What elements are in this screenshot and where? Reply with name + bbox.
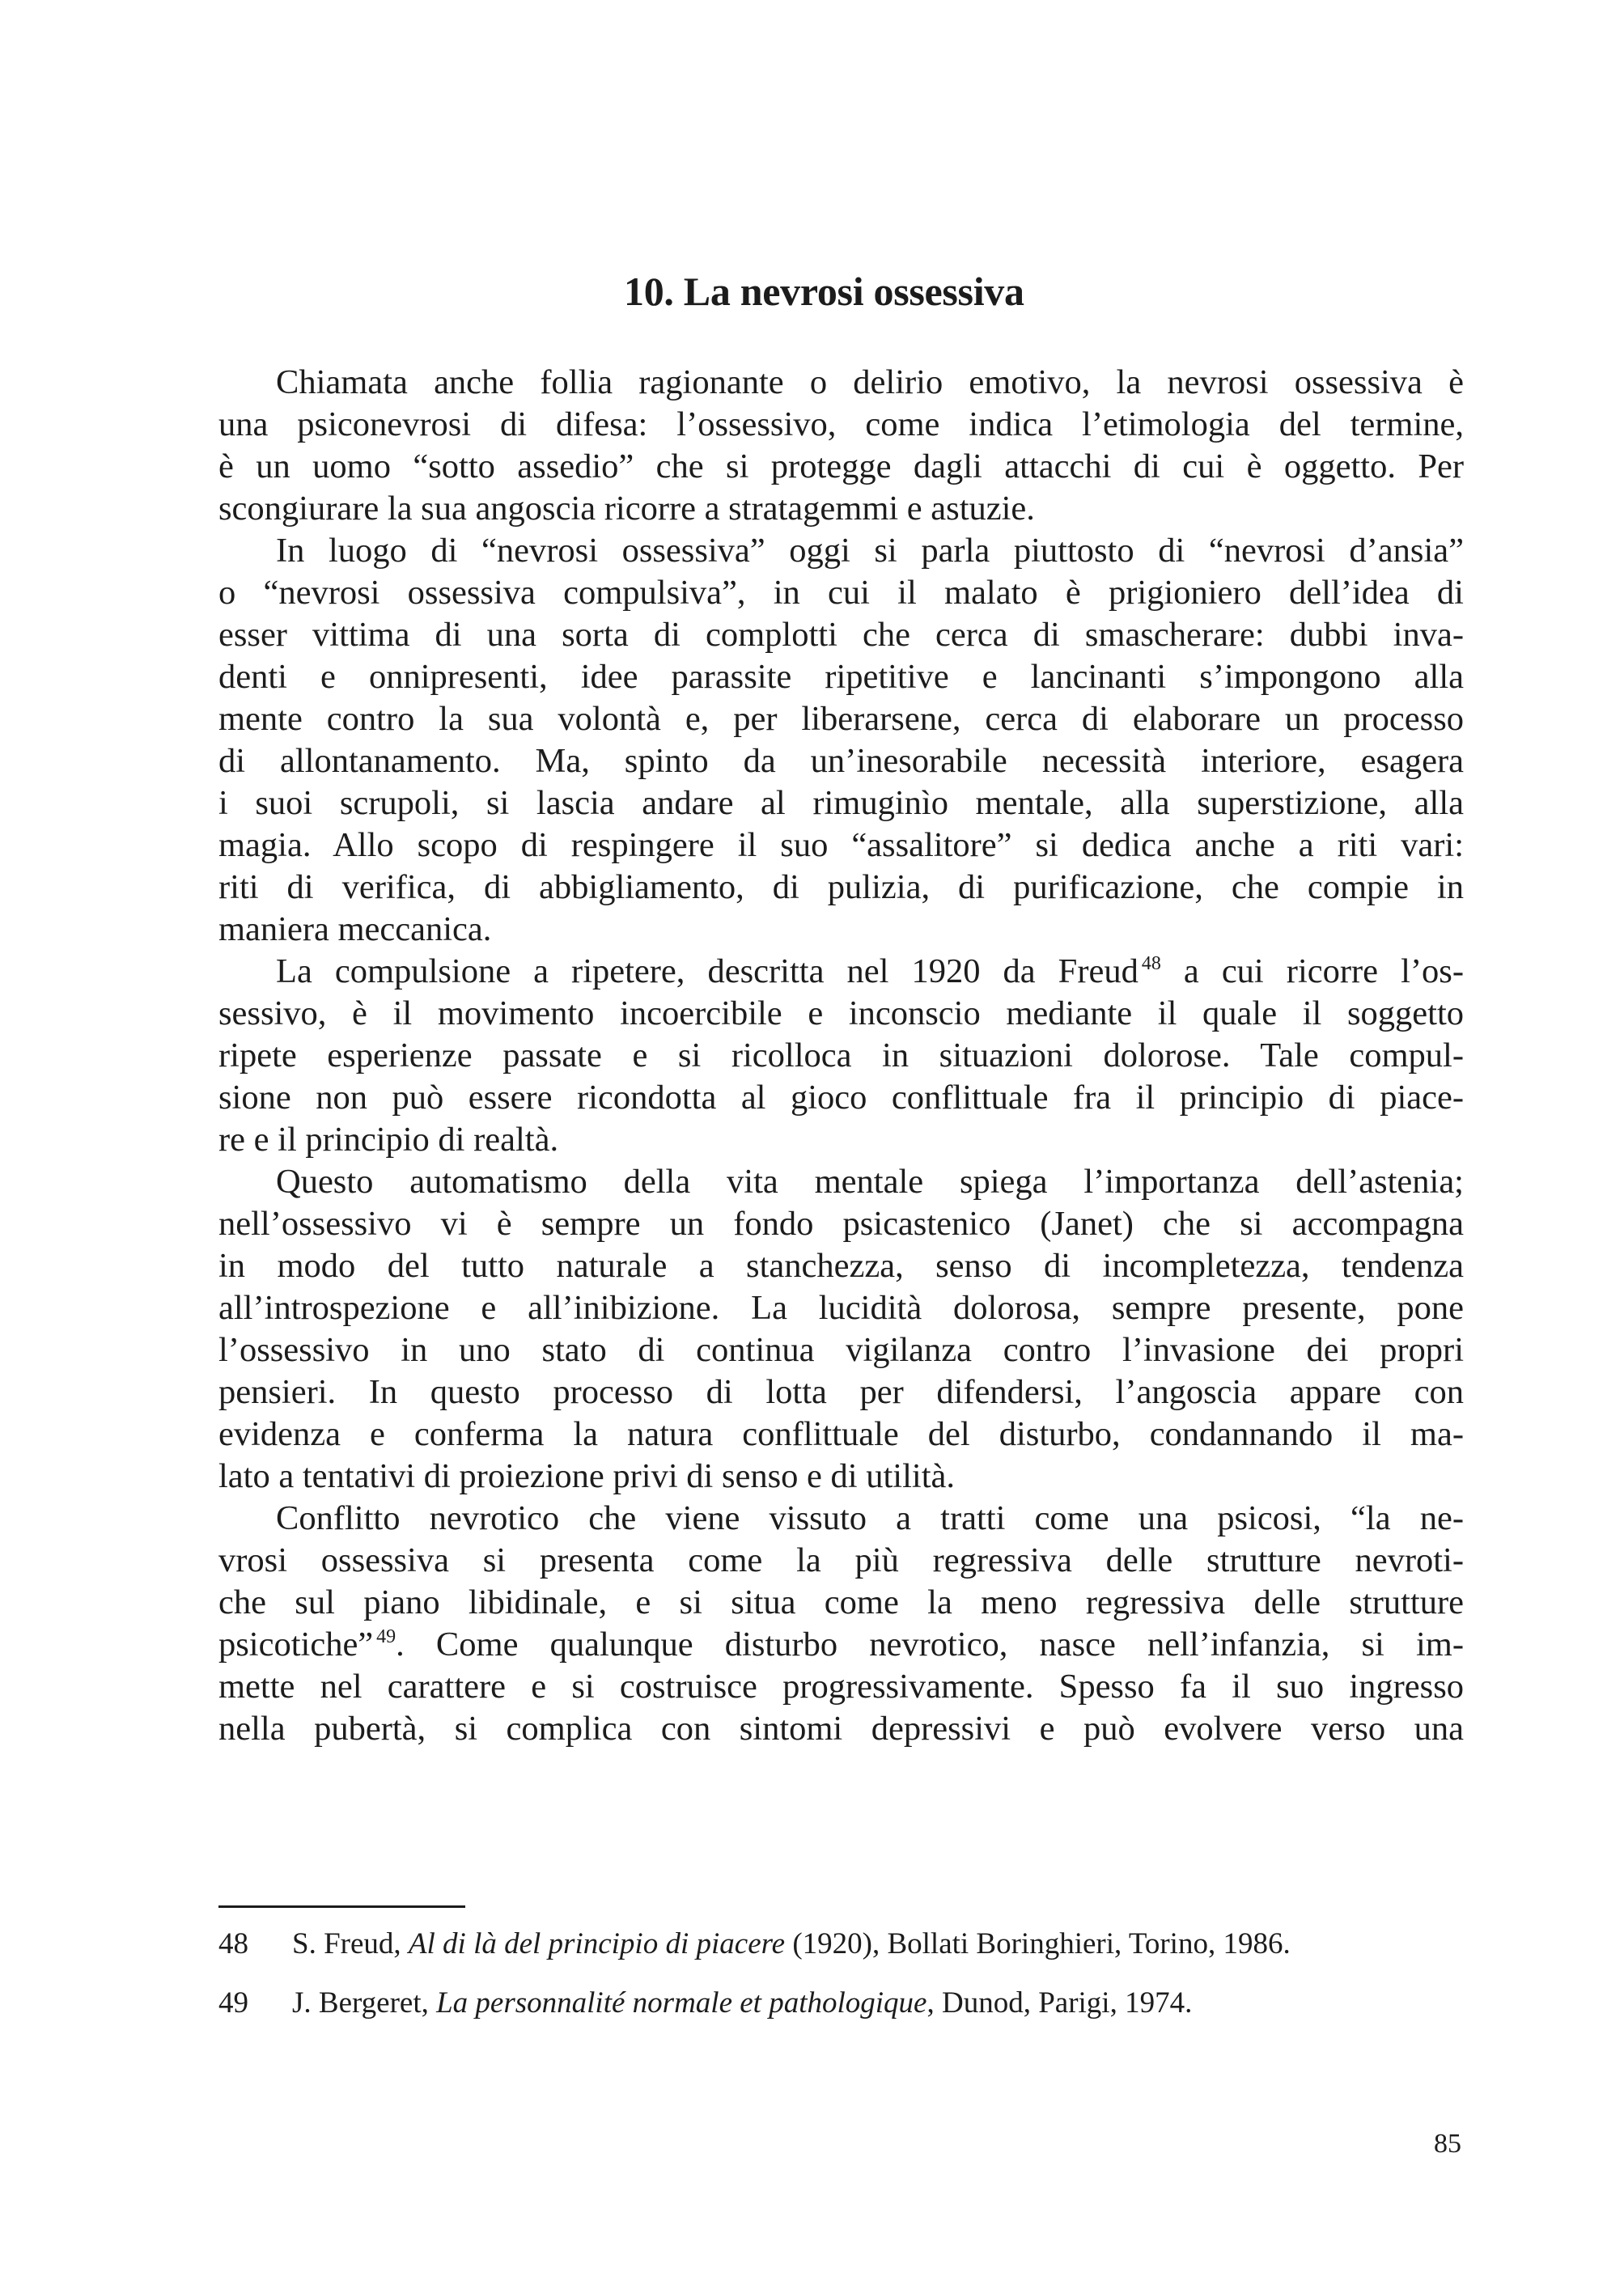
text-line: Questo automatismo della vita mentale spiega l’importanza dell’astenia; [276, 1163, 1464, 1201]
text-line: maniera meccanica. [218, 910, 492, 948]
text-line: pensieri. In questo processo di lotta per difendersi, l’angoscia appare con [218, 1373, 1464, 1411]
footnote-details: , Dunod, Parigi, 1974. [926, 1986, 1193, 2020]
text-line: che sul piano libidinale, e si situa come la meno regressiva delle strutture [218, 1583, 1464, 1621]
text-line: lato a tentativi di proiezione privi di senso e di utilità. [218, 1457, 955, 1495]
footnote-work-title: La personnalité normale et pathologique [436, 1986, 927, 2020]
chapter-title: 10. La nevrosi ossessiva [624, 268, 1024, 314]
footnote-number: 48 [218, 1927, 248, 1960]
text-line: magia. Allo scopo di respingere il suo “assalitore” si dedica anche a riti vari: [218, 826, 1464, 864]
text-line: sione non può essere ricondotta al gioco conflittuale fra il principio di piace- [218, 1079, 1464, 1117]
text-segment: psicotiche” [218, 1625, 374, 1664]
text-line: evidenza e conferma la natura conflittuale del disturbo, condannando il ma- [218, 1415, 1464, 1453]
text-line: una psiconevrosi di difesa: l’ossessivo, come indica l’etimologia del termine, [218, 405, 1464, 443]
text-line: in modo del tutto naturale a stanchezza, senso di incompletezza, tendenza [218, 1247, 1464, 1285]
text-line: vrosi ossessiva si presenta come la più regressiva delle strutture nevroti- [218, 1541, 1464, 1579]
text-line: sessivo, è il movimento incoercibile e inconscio mediante il quale il soggetto [218, 994, 1464, 1032]
page-number: 85 [1434, 2129, 1461, 2159]
text-line: nella pubertà, si complica con sintomi depressivi e può evolvere verso una [218, 1710, 1464, 1748]
text-line [218, 1625, 1464, 1665]
footnote-details: (1920), Bollati Boringhieri, Torino, 1986. [785, 1927, 1291, 1960]
text-line: re e il principio di realtà. [218, 1121, 559, 1159]
text-line: all’introspezione e all’inibizione. La lucidità dolorosa, sempre presente, pone [218, 1289, 1464, 1327]
footnote-work-title: Al di là del principio di piacere [408, 1927, 786, 1960]
footnote [218, 1985, 1192, 2022]
text-line: riti di verifica, di abbigliamento, di pulizia, di purificazione, che compie in [218, 868, 1464, 906]
text-line: Conflitto nevrotico che viene vissuto a tratti come una psicosi, “la ne- [276, 1499, 1464, 1537]
footnote [218, 1926, 1291, 1963]
text-line: è un uomo “sotto assedio” che si protegge dagli attacchi di cui è oggetto. Per [218, 447, 1464, 485]
text-line [276, 952, 1464, 992]
text-line: mette nel carattere e si costruisce progressivamente. Spesso fa il suo ingresso [218, 1668, 1464, 1706]
text-line: i suoi scrupoli, si lascia andare al rimuginìo mentale, alla superstizione, alla [218, 784, 1464, 822]
text-segment: . Come qualunque disturbo nevrotico, nasce nell’infanzia, si im- [396, 1625, 1464, 1664]
text-line: esser vittima di una sorta di complotti che cerca di smascherare: dubbi inva- [218, 616, 1464, 654]
footnote-number: 49 [218, 1986, 248, 2020]
text-segment: La compulsione a ripetere, descritta nel 1920 da Freud [276, 952, 1138, 990]
footnote-separator [218, 1905, 465, 1908]
text-line: ripete esperienze passate e si ricolloca in situazioni dolorose. Tale compul- [218, 1036, 1464, 1074]
text-line: o “nevrosi ossessiva compulsiva”, in cui il malato è prigioniero dell’idea di [218, 574, 1464, 612]
text-line: denti e onnipresenti, idee parassite ripetitive e lancinanti s’impongono alla [218, 658, 1464, 696]
text-line: In luogo di “nevrosi ossessiva” oggi si parla piuttosto di “nevrosi d’ansia” [276, 532, 1464, 570]
text-line: Chiamata anche follia ragionante o delirio emotivo, la nevrosi ossessiva è [276, 363, 1464, 401]
text-segment: a cui ricorre l’os- [1183, 952, 1464, 990]
text-line: nell’ossessivo vi è sempre un fondo psicastenico (Janet) che si accompagna [218, 1205, 1464, 1243]
text-line: di allontanamento. Ma, spinto da un’inesorabile necessità interiore, esagera [218, 742, 1464, 780]
text-line: mente contro la sua volontà e, per liberarsene, cerca di elaborare un processo [218, 700, 1464, 738]
text-line: scongiurare la sua angoscia ricorre a stratagemmi e astuzie. [218, 490, 1035, 528]
footnote-reference[interactable]: 48 [1141, 953, 1161, 974]
text-line: l’ossessivo in uno stato di continua vigilanza contro l’invasione dei propri [218, 1331, 1464, 1369]
footnote-author: J. Bergeret, [292, 1986, 437, 2020]
footnote-reference[interactable]: 49 [376, 1626, 396, 1647]
footnote-author: S. Freud, [292, 1927, 409, 1960]
